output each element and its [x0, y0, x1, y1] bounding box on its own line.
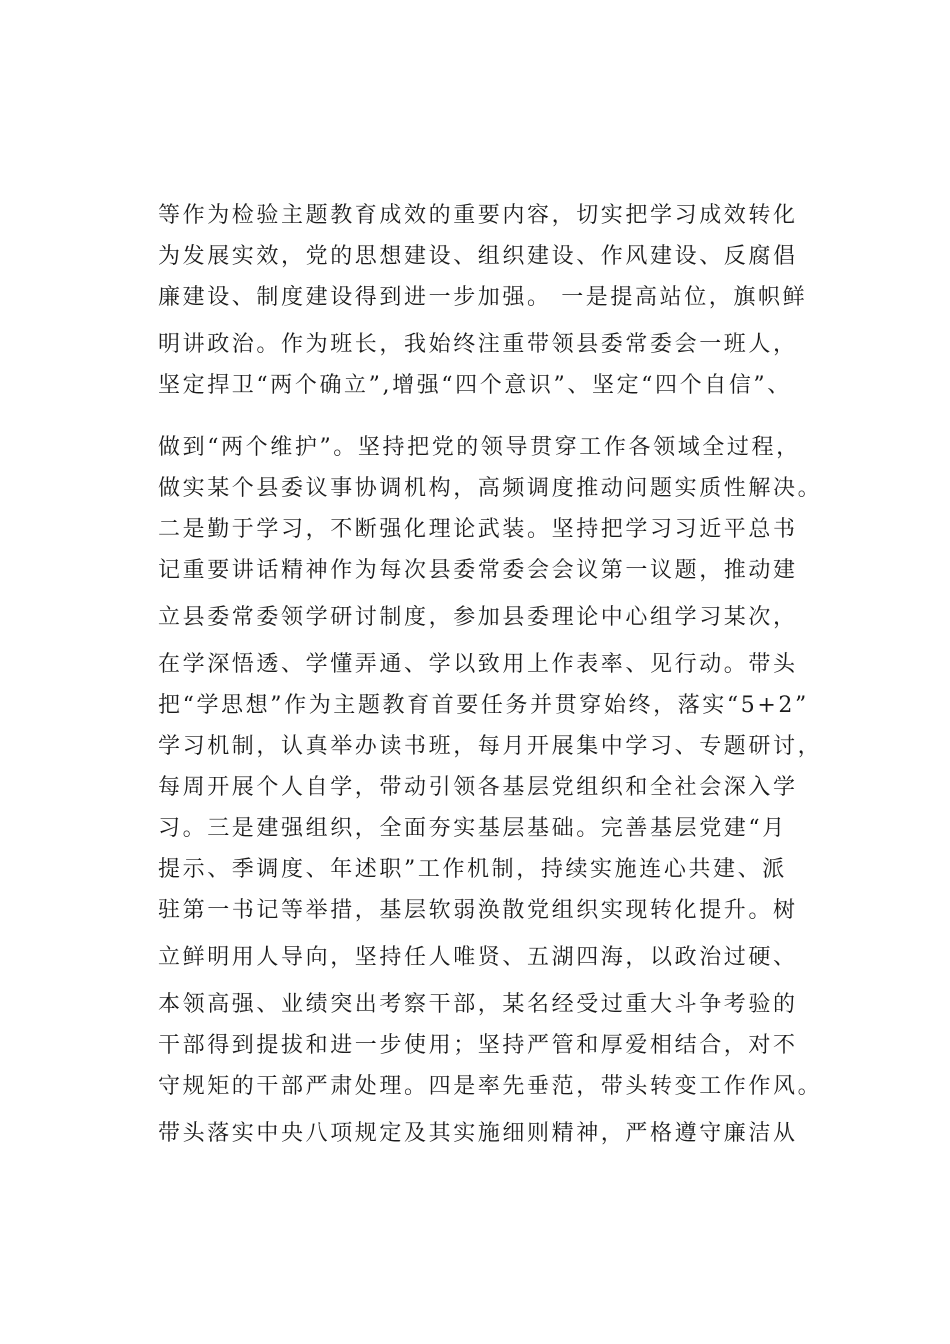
text-line: 在学深悟透、学懂弄通、学以致用上作表率、见行动。带头 [158, 652, 798, 677]
text-line: 为发展实效，党的思想建设、组织建设、作风建设、反腐倡 [158, 244, 798, 269]
text-line: 记重要讲话精神作为每次县委常委会会议第一议题，推动建 [158, 558, 798, 583]
text-line: 坚定捍卫“两个确立”,增强“四个意识”、坚定“四个自信”、 [158, 373, 792, 398]
text-line: 带头落实中央八项规定及其实施细则精神，严格遵守廉洁从 [158, 1121, 798, 1146]
text-line: 立鲜明用人导向，坚持任人唯贤、五湖四海，以政治过硬、 [158, 945, 798, 970]
text-line: 每周开展个人自学，带动引领各基层党组织和全社会深入学 [158, 775, 798, 800]
text-line: 提示、季调度、年述职”工作机制，持续实施连心共建、派 [158, 857, 787, 882]
text-line: 干部得到提拔和进一步使用；坚持严管和厚爱相结合，对不 [158, 1033, 798, 1058]
text-line: 驻第一书记等举措，基层软弱涣散党组织实现转化提升。树 [158, 898, 798, 923]
text-line: 二是勤于学习，不断强化理论武装。坚持把学习习近平总书 [158, 517, 798, 542]
text-line: 做到“两个维护”。坚持把党的领导贯穿工作各领域全过程， [158, 435, 801, 460]
text-line: 明讲政治。作为班长，我始终注重带领县委常委会一班人， [158, 332, 798, 357]
text-line: 本领高强、业绩突出考察干部，某名经受过重大斗争考验的 [158, 992, 798, 1017]
text-line: 做实某个县委议事协调机构，高频调度推动问题实质性解决。 [158, 476, 823, 501]
text-line: 习。三是建强组织，全面夯实基层基础。完善基层党建“月 [158, 816, 787, 841]
text-line: 廉建设、制度建设得到进一步加强。 一是提高站位，旗帜鲜 [158, 285, 808, 310]
text-line: 学习机制，认真举办读书班，每月开展集中学习、专题研讨， [158, 734, 823, 759]
text-line: 把“学思想”作为主题教育首要任务并贯穿始终，落实“5+2” [158, 693, 809, 718]
text-line: 立县委常委领学研讨制度，参加县委理论中心组学习某次， [158, 605, 798, 630]
text-line: 等作为检验主题教育成效的重要内容，切实把学习成效转化 [158, 203, 798, 228]
text-line: 守规矩的干部严肃处理。四是率先垂范，带头转变工作作风。 [158, 1074, 823, 1099]
